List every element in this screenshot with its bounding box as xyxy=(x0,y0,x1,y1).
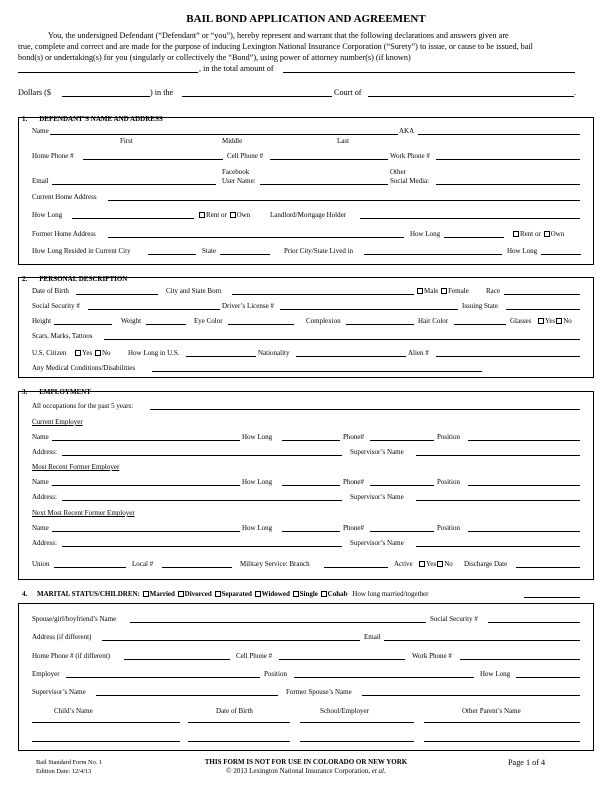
scars-field[interactable] xyxy=(104,339,580,340)
citizen-yes-checkbox[interactable] xyxy=(75,350,81,356)
email-label: Email xyxy=(32,177,49,185)
own-checkbox-2[interactable] xyxy=(544,231,550,237)
home-phone-label: Home Phone # xyxy=(32,152,74,160)
gender-checkboxes[interactable] xyxy=(416,287,469,295)
name-label: Name xyxy=(32,127,49,135)
page-number: Page 1 of 4 xyxy=(508,758,546,767)
spouse-position-label: Position xyxy=(264,670,287,678)
name-field[interactable] xyxy=(50,134,398,135)
social-media-field[interactable] xyxy=(436,184,580,185)
prior-city-field[interactable] xyxy=(364,254,502,255)
current-employer-how-long-field[interactable] xyxy=(282,440,340,441)
footer-copyright xyxy=(0,767,612,775)
cohab-checkbox[interactable] xyxy=(321,591,327,597)
former-address-field[interactable] xyxy=(108,237,404,238)
alien-label: Alien # xyxy=(408,349,429,357)
section-title: PERSONAL DESCRIPTION xyxy=(39,275,128,283)
how-long-city-field[interactable] xyxy=(148,254,196,255)
how-long-2-field[interactable] xyxy=(444,237,504,238)
divorced-label: Divorced xyxy=(184,590,212,598)
dob-label: Date of Birth xyxy=(32,287,69,295)
single-label: Single xyxy=(299,590,318,598)
citizen-no-checkbox[interactable] xyxy=(95,350,101,356)
glasses-label: Glasses xyxy=(510,317,532,325)
other-label: Other xyxy=(390,168,406,176)
child-dob-header: Date of Birth xyxy=(216,707,253,715)
recent-employer-address-label: Address: xyxy=(32,493,57,501)
recent-employer-name-field[interactable] xyxy=(52,485,240,486)
current-employer-name-field[interactable] xyxy=(52,440,240,441)
recent-employer-position-label: Position xyxy=(437,478,460,486)
rent-own-2-checkboxes[interactable] xyxy=(512,230,564,238)
next-employer-heading: Next Most Recent Former Employer xyxy=(32,509,135,517)
yes-label: Yes xyxy=(545,317,556,325)
spouse-home-phone-field[interactable] xyxy=(124,659,230,660)
spouse-cell-phone-label: Cell Phone # xyxy=(236,652,273,660)
aka-label: AKA xyxy=(399,127,415,135)
recent-employer-heading: Most Recent Former Employer xyxy=(32,463,120,471)
recent-employer-supervisor-field[interactable] xyxy=(416,500,580,501)
current-employer-address-label: Address: xyxy=(32,448,57,456)
spouse-address-field[interactable] xyxy=(102,640,360,641)
current-employer-supervisor-label: Supervisor’s Name xyxy=(350,448,404,456)
eye-color-field[interactable] xyxy=(228,324,294,325)
first-label: First xyxy=(120,137,133,145)
section-title: DEFENDANT’S NAME AND ADDRESS xyxy=(39,115,163,123)
height-field[interactable] xyxy=(54,324,112,325)
form-title: BAIL BOND APPLICATION AND AGREEMENT xyxy=(186,13,426,25)
footer-notice: THIS FORM IS NOT FOR USE IN COLORADO OR NEW YORK xyxy=(204,758,408,766)
no-label: No xyxy=(444,560,453,568)
current-employer-how-long-label: How Long xyxy=(242,433,273,441)
spouse-field[interactable] xyxy=(130,622,426,623)
current-address-field[interactable] xyxy=(108,200,580,201)
child-name-field[interactable] xyxy=(32,741,180,742)
landlord-field[interactable] xyxy=(360,218,580,219)
section-number: 4. xyxy=(22,590,28,598)
glasses-no-checkbox[interactable] xyxy=(556,318,562,324)
next-employer-phone-label: Phone# xyxy=(343,524,364,532)
former-spouse-label: Former Spouse’s Name xyxy=(286,688,352,696)
child-name-field[interactable] xyxy=(32,722,180,723)
current-employer-phone-label: Phone# xyxy=(343,433,364,441)
single-checkbox[interactable] xyxy=(293,591,299,597)
recent-employer-supervisor-label: Supervisor’s Name xyxy=(350,493,404,501)
rent-or-label-2: Rent or xyxy=(520,230,541,238)
current-employer-position-field[interactable] xyxy=(468,440,580,441)
hair-color-label: Hair Color xyxy=(418,317,449,325)
spouse-how-long-label: How Long xyxy=(480,670,511,678)
race-label: Race xyxy=(486,287,500,295)
weight-field[interactable] xyxy=(146,324,186,325)
spouse-work-phone-field[interactable] xyxy=(460,659,580,660)
intro-line-1: You, the undersigned Defendant (“Defendant” or “you”), hereby represent and warrant that the following declarations and answers given are xyxy=(48,31,509,40)
dob-field[interactable] xyxy=(76,294,158,295)
section-2-box xyxy=(18,277,594,378)
former-address-label: Former Home Address xyxy=(32,230,96,238)
cell-phone-label: Cell Phone # xyxy=(227,152,264,160)
spouse-ssn-label: Social Security # xyxy=(430,615,478,623)
next-employer-address-field[interactable] xyxy=(62,546,342,547)
complexion-field[interactable] xyxy=(346,324,414,325)
current-employer-supervisor-field[interactable] xyxy=(416,455,580,456)
medical-field[interactable] xyxy=(152,371,482,372)
intro-line-4: , in the total amount of xyxy=(199,64,274,73)
current-employer-name-label: Name xyxy=(32,433,49,441)
spouse-home-phone-label: Home Phone # (if different) xyxy=(32,652,111,660)
citizen-checkboxes[interactable] xyxy=(74,349,111,357)
how-long-city-label: How Long Resided in Current City xyxy=(32,247,131,255)
intro-line-2: true, complete and correct and are made for the purpose of inducing Lexington National Insurance Corporation (“Surety”) to issue, or cause to be issued, bail xyxy=(18,42,533,51)
recent-employer-address-field[interactable] xyxy=(62,500,342,501)
section-1-box xyxy=(18,117,594,265)
glasses-yes-checkbox[interactable] xyxy=(538,318,544,324)
next-employer-supervisor-field[interactable] xyxy=(416,546,580,547)
occupations-label: All occupations for the past 5 years: xyxy=(32,402,134,410)
male-checkbox[interactable] xyxy=(417,288,423,294)
next-employer-phone-field[interactable] xyxy=(370,531,434,532)
dl-label: Driver’s License # xyxy=(222,302,274,310)
child-dob-field[interactable] xyxy=(188,722,290,723)
section-title: EMPLOYMENT xyxy=(39,388,91,396)
discharge-label: Discharge Date xyxy=(464,560,508,568)
own-label-2: Own xyxy=(550,230,565,238)
spouse-work-phone-label: Work Phone # xyxy=(412,652,452,660)
landlord-label: Landlord/Mortgage Holder xyxy=(270,211,347,219)
union-label: Union xyxy=(32,560,50,568)
email-field[interactable] xyxy=(52,184,216,185)
military-branch-field[interactable] xyxy=(324,567,388,568)
recent-employer-position-field[interactable] xyxy=(468,485,580,486)
copyright-text: © 2013 Lexington National Insurance Corporation, xyxy=(226,767,370,775)
separated-label: Separated xyxy=(221,590,252,598)
military-label: Military Service: Branch xyxy=(240,560,310,568)
glasses-checkboxes[interactable] xyxy=(537,317,572,325)
cohab-label: Cohab xyxy=(327,590,348,598)
former-spouse-field[interactable] xyxy=(362,695,580,696)
married-label: Married xyxy=(149,590,175,598)
period: . xyxy=(574,88,577,97)
own-checkbox[interactable] xyxy=(230,212,236,218)
eye-color-label: Eye Color xyxy=(194,317,223,325)
discharge-field[interactable] xyxy=(516,567,580,568)
separated-checkbox[interactable] xyxy=(215,591,221,597)
local-label: Local # xyxy=(132,560,154,568)
weight-label: Weight xyxy=(121,317,142,325)
current-employer-position-label: Position xyxy=(437,433,460,441)
yes-label: Yes xyxy=(82,349,93,357)
child-name-header: Child’s Name xyxy=(54,707,93,715)
rent-own-checkboxes[interactable] xyxy=(198,211,250,219)
recent-employer-how-long-field[interactable] xyxy=(282,485,340,486)
how-long-label: How Long xyxy=(32,211,63,219)
next-employer-name-field[interactable] xyxy=(52,531,240,532)
issuing-state-field[interactable] xyxy=(506,309,580,310)
other-parent-field[interactable] xyxy=(424,722,580,723)
how-long-3-field[interactable] xyxy=(541,254,581,255)
spouse-employer-label: Employer xyxy=(32,670,60,678)
child-school-field[interactable] xyxy=(300,741,414,742)
current-employer-phone-field[interactable] xyxy=(370,440,434,441)
state-label: State xyxy=(202,247,216,255)
nationality-label: Nationality xyxy=(258,349,290,357)
home-phone-field[interactable] xyxy=(83,159,223,160)
edition-date: Edition Date: 12/4/13 xyxy=(36,768,92,775)
et-al-text: et al. xyxy=(371,767,386,775)
rent-or-label: Rent or xyxy=(206,211,227,219)
scars-label: Scars, Marks, Tattoos xyxy=(32,332,93,340)
next-employer-position-label: Position xyxy=(437,524,460,532)
child-school-field[interactable] xyxy=(300,722,414,723)
how-long-married-label: How long married/together xyxy=(352,590,429,598)
race-field[interactable] xyxy=(504,294,580,295)
facebook-label: Facebook xyxy=(222,168,250,176)
dollars-label: Dollars ($ xyxy=(18,88,51,97)
how-long-2-label: How Long xyxy=(410,230,441,238)
own-label: Own xyxy=(236,211,251,219)
middle-label: Middle xyxy=(222,137,243,145)
female-label: Female xyxy=(448,287,469,295)
spouse-email-label: Email xyxy=(364,633,381,641)
work-phone-field[interactable] xyxy=(436,159,580,160)
aka-field[interactable] xyxy=(418,134,580,135)
court-of-field[interactable] xyxy=(368,96,574,97)
widowed-label: Widowed xyxy=(261,590,290,598)
spouse-email-field[interactable] xyxy=(384,640,580,641)
section-number: 1. xyxy=(22,115,28,123)
next-employer-how-long-field[interactable] xyxy=(282,531,340,532)
nationality-field[interactable] xyxy=(296,356,406,357)
city-state-born-label: City and State Born xyxy=(166,287,222,295)
state-field[interactable] xyxy=(220,254,270,255)
total-amount-field[interactable] xyxy=(283,72,575,73)
next-employer-how-long-label: How Long xyxy=(242,524,273,532)
rent-checkbox-2[interactable] xyxy=(513,231,519,237)
height-label: Height xyxy=(32,317,52,325)
current-employer-heading: Current Employer xyxy=(32,418,83,426)
how-long-us-field[interactable] xyxy=(186,356,256,357)
current-address-label: Current Home Address xyxy=(32,193,97,201)
section-title: MARITAL STATUS/CHILDREN: xyxy=(37,590,140,598)
section-number: 3. xyxy=(22,388,28,396)
active-checkboxes[interactable] xyxy=(418,560,453,568)
spouse-ssn-field[interactable] xyxy=(488,622,580,623)
child-dob-field[interactable] xyxy=(188,741,290,742)
spouse-how-long-field[interactable] xyxy=(516,677,580,678)
spouse-position-field[interactable] xyxy=(294,677,474,678)
next-employer-address-label: Address: xyxy=(32,539,57,547)
alien-field[interactable] xyxy=(436,356,580,357)
intro-line-3: bond(s) or undertaking(s) for you (singularly or collectively the “Bond”), using power of attorney number(s) (if known) xyxy=(18,53,411,62)
in-the-label: ) in the xyxy=(150,88,174,97)
next-employer-position-field[interactable] xyxy=(468,531,580,532)
work-phone-label: Work Phone # xyxy=(390,152,430,160)
union-field[interactable] xyxy=(54,567,126,568)
spouse-cell-phone-field[interactable] xyxy=(279,659,405,660)
next-employer-supervisor-label: Supervisor’s Name xyxy=(350,539,404,547)
recent-employer-how-long-label: How Long xyxy=(242,478,273,486)
widowed-checkbox[interactable] xyxy=(255,591,261,597)
rent-checkbox[interactable] xyxy=(199,212,205,218)
city-state-born-field[interactable] xyxy=(232,294,414,295)
spouse-supervisor-label: Supervisor’s Name xyxy=(32,688,86,696)
dl-field[interactable] xyxy=(280,309,458,310)
spouse-address-label: Address (if different) xyxy=(32,633,92,641)
ssn-field[interactable] xyxy=(88,309,220,310)
poa-number-field[interactable] xyxy=(18,72,198,73)
recent-employer-name-label: Name xyxy=(32,478,49,486)
married-checkbox[interactable] xyxy=(143,591,149,597)
recent-employer-phone-label: Phone# xyxy=(343,478,364,486)
other-parent-header: Other Parent’s Name xyxy=(462,707,521,715)
ssn-label: Social Security # xyxy=(32,302,80,310)
no-label: No xyxy=(563,317,572,325)
complexion-label: Complexion xyxy=(306,317,341,325)
medical-label: Any Medical Conditions/Disabilities xyxy=(32,364,136,372)
active-yes-checkbox[interactable] xyxy=(419,561,425,567)
current-employer-address-field[interactable] xyxy=(62,455,342,456)
form-number: Bail Standard Form No. 1 xyxy=(36,759,103,766)
spouse-supervisor-field[interactable] xyxy=(96,695,278,696)
court-of-label: Court of xyxy=(334,88,362,97)
how-long-us-label: How Long in U.S. xyxy=(128,349,180,357)
male-label: Male xyxy=(424,287,439,295)
hair-color-field[interactable] xyxy=(454,324,506,325)
section-number: 2. xyxy=(22,275,28,283)
divorced-checkbox[interactable] xyxy=(178,591,184,597)
female-checkbox[interactable] xyxy=(441,288,447,294)
user-name-field[interactable] xyxy=(260,184,388,185)
spouse-employer-field[interactable] xyxy=(66,677,260,678)
other-parent-field[interactable] xyxy=(424,741,580,742)
local-field[interactable] xyxy=(162,567,232,568)
user-name-label: User Name: xyxy=(222,177,256,185)
active-label: Active xyxy=(394,560,413,568)
dollars-field[interactable] xyxy=(62,96,150,97)
no-label: No xyxy=(101,349,111,357)
spouse-label: Spouse/girl/boyfriend’s Name xyxy=(32,615,117,623)
occupations-field[interactable] xyxy=(150,409,580,410)
yes-label: Yes xyxy=(426,560,437,568)
prior-city-label: Prior City/State Lived in xyxy=(284,247,354,255)
recent-employer-phone-field[interactable] xyxy=(370,485,434,486)
how-long-married-field[interactable] xyxy=(524,597,580,598)
section-4-heading xyxy=(22,590,428,598)
how-long-field[interactable] xyxy=(72,218,194,219)
child-school-header: School/Employer xyxy=(320,707,369,715)
social-media-label: Social Media: xyxy=(390,177,430,185)
how-long-3-label: How Long xyxy=(507,247,538,255)
citizen-label: U.S. Citizen xyxy=(32,349,67,357)
active-no-checkbox[interactable] xyxy=(437,561,443,567)
court-field[interactable] xyxy=(182,96,332,97)
issuing-state-label: Issuing State xyxy=(462,302,498,310)
cell-phone-field[interactable] xyxy=(270,159,388,160)
next-employer-name-label: Name xyxy=(32,524,49,532)
last-label: Last xyxy=(337,137,350,145)
